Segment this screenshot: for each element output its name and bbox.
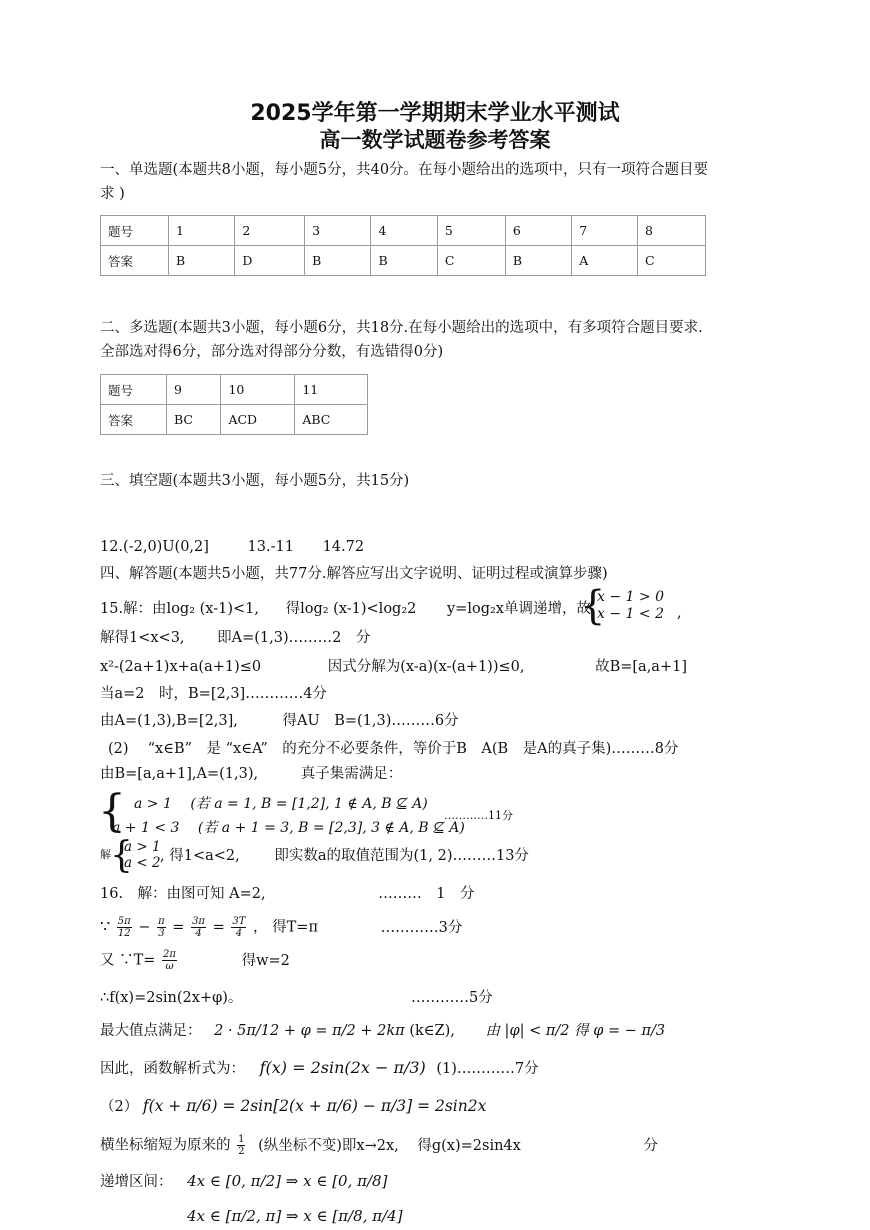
table-cell: 5 <box>437 216 505 246</box>
fraction <box>231 916 246 939</box>
left-brace-icon: { <box>110 835 133 876</box>
q16-step: ， 得T=π <box>253 919 318 936</box>
q15-line-4: 当a=2 时，B=[2,3]…………4分 <box>100 686 327 702</box>
q16-line-4 <box>100 988 493 1008</box>
q15-line-7 <box>100 764 402 784</box>
q15-system-line: x − 1 < 2 <box>597 606 664 622</box>
q15-system-comma: , <box>677 605 682 621</box>
q15-step: y=log₂x单调递增，故 <box>446 601 591 617</box>
left-brace-icon: { <box>98 786 126 837</box>
q16-line-9 <box>100 1171 387 1192</box>
q15-condition-line: a + 1 < 3 (若 a + 1 = 3, B = [2,3], 3 ∉ A, B ⊈ A) <box>112 820 465 836</box>
q16-step: （2） <box>100 1099 139 1115</box>
q15-step: 由A=(1,3),B=[2,3], <box>100 713 238 729</box>
table-cell: A <box>572 246 638 276</box>
q15-step: 因式分解为(x-a)(x-(a+1))≤0, <box>327 659 525 675</box>
q15-step: 得AU B=(1,3)………6分 <box>282 713 459 729</box>
q16-line-5 <box>100 1021 665 1041</box>
table-cell: 4 <box>371 216 437 246</box>
q16-step: (k∈Z), <box>409 1023 455 1039</box>
denominator: 2 <box>238 1146 245 1157</box>
numerator: 3T <box>232 916 246 927</box>
numerator: 2π <box>163 949 176 960</box>
fraction <box>117 916 132 939</box>
q16-line-10: 4x ∈ [π/2, π] ⇒ x ∈ [π/8, π/4] <box>187 1207 403 1225</box>
table-row-label: 答案 <box>101 405 167 435</box>
q16-step: 最大值点满足： <box>100 1023 202 1039</box>
q16-step: 又 ∵T= <box>100 952 156 969</box>
table-cell: 6 <box>505 216 571 246</box>
q16-score: …………3分 <box>380 919 463 936</box>
denominator: 4 <box>235 928 243 939</box>
q16-score: (1)…………7分 <box>436 1061 539 1077</box>
table-row <box>101 405 368 435</box>
table-cell: B <box>169 246 235 276</box>
q15-line-5 <box>100 711 459 731</box>
q16-formula: f(x) = 2sin(2x − π/3) <box>259 1058 426 1077</box>
q16-formula: 4x ∈ [0, π/2] ⇒ x ∈ [0, π/8] <box>187 1172 388 1190</box>
q16-line-8 <box>100 1134 658 1157</box>
table-row-label: 题号 <box>101 375 167 405</box>
q16-step: ∴f(x)=2sin(2x+φ)。 <box>100 990 243 1006</box>
q16-line-7 <box>100 1096 486 1117</box>
q16-step: (纵坐标不变)即x→2x, <box>258 1137 399 1154</box>
q15-step: , 得1<a<2, <box>160 848 240 864</box>
q15-solve-line: a > 1 <box>124 839 161 855</box>
table-cell: B <box>505 246 571 276</box>
denominator: 3 <box>158 928 165 939</box>
table-row <box>101 246 706 276</box>
q16-line-1 <box>100 884 474 904</box>
section1-heading-cont: 求 ) <box>100 186 125 202</box>
q16-step: 递增区间： <box>100 1174 173 1190</box>
q15-line-8 <box>160 846 529 866</box>
q15-step: 15.解：由log₂ (x-1)<1, <box>100 601 259 617</box>
minus-sign: − <box>138 919 151 936</box>
table-cell: C <box>638 246 706 276</box>
q15-line-1 <box>100 599 591 619</box>
table-cell: ACD <box>221 405 295 435</box>
denominator: ω <box>165 961 174 972</box>
q15-system-line: x − 1 > 0 <box>597 589 664 605</box>
numerator: 3π <box>192 916 205 927</box>
section4-heading: 四、解答题(本题共5小题，共77分.解答应写出文字说明、证明过程或演算步骤) <box>100 566 608 582</box>
table-cell: 11 <box>295 375 368 405</box>
q16-step: 得g(x)=2sin4x <box>417 1137 521 1154</box>
fraction <box>162 949 177 972</box>
q16-step: 横坐标缩短为原来的 <box>100 1137 231 1154</box>
table-cell: ABC <box>295 405 368 435</box>
denominator: 4 <box>195 928 202 939</box>
table-cell: 10 <box>221 375 295 405</box>
table-cell: BC <box>167 405 221 435</box>
table-row <box>101 375 368 405</box>
table-cell: 7 <box>572 216 638 246</box>
equals-sign: = <box>212 919 225 936</box>
q15-step: 由B=[a,a+1],A=(1,3), <box>100 766 259 782</box>
table-row-label: 答案 <box>101 246 169 276</box>
q16-line-6 <box>100 1058 539 1079</box>
q16-step: 因此，函数解析式为： <box>100 1061 245 1077</box>
fraction <box>157 916 166 939</box>
q16-score: 分 <box>643 1137 658 1154</box>
q16-line-2 <box>100 916 462 939</box>
single-choice-answer-table <box>100 215 706 276</box>
fraction <box>237 1134 245 1157</box>
fill-blank-answers <box>100 537 364 557</box>
q15-step: 解得1<x<3, <box>100 630 185 646</box>
table-row-label: 题号 <box>101 216 169 246</box>
q15-step: 即实数a的取值范围为(1, 2)………13分 <box>274 848 529 864</box>
table-cell: 2 <box>235 216 305 246</box>
q15-step: 得log₂ (x-1)<log₂2 <box>285 601 417 617</box>
answer-13: 13.-11 <box>247 539 294 555</box>
q16-step: 得w=2 <box>241 952 290 969</box>
left-brace-icon: { <box>580 583 606 629</box>
section1-heading: 一、单选题(本题共8小题，每小题5分，共40分。在每小题给出的选项中，只有一项符合题目要 <box>100 162 709 178</box>
table-cell: 9 <box>167 375 221 405</box>
denominator: 12 <box>117 928 131 939</box>
q15-solve-line: a < 2 <box>124 855 161 871</box>
q15-score: …………11分 <box>444 809 513 822</box>
because-symbol: ∵ <box>100 916 111 936</box>
table-cell: D <box>235 246 305 276</box>
multi-choice-answer-table <box>100 374 368 435</box>
table-cell: 3 <box>305 216 371 246</box>
q16-score: …………5分 <box>411 990 493 1006</box>
q15-step: 故B=[a,a+1] <box>595 659 687 675</box>
equals-sign: = <box>172 919 185 936</box>
q15-step: 即A=(1,3)………2 分 <box>217 630 371 646</box>
fraction <box>191 916 206 939</box>
q16-formula: 由 |φ| < π/2 得 φ = − π/3 <box>485 1023 666 1039</box>
q15-step: 真子集需满足： <box>300 766 403 782</box>
table-cell: B <box>305 246 371 276</box>
table-cell: B <box>371 246 437 276</box>
q16-score: ……… 1 分 <box>378 886 475 902</box>
section2-heading: 二、多选题(本题共3小题，每小题6分，共18分.在每小题给出的选项中，有多项符合题目要求. <box>100 320 703 336</box>
q15-step: x²-(2a+1)x+a(a+1)≤0 <box>100 659 262 675</box>
q16-formula: f(x + π/6) = 2sin[2(x + π/6) − π/3] = 2sin2x <box>142 1097 487 1115</box>
q15-condition-line: a > 1 (若 a = 1, B = [1,2], 1 ∉ A, B ⊈ A) <box>134 796 428 812</box>
page-subtitle: 高一数学试题卷参考答案 <box>319 128 551 152</box>
q15-solve-label: 解 <box>100 848 111 861</box>
answer-12: 12.(-2,0)U(0,2] <box>100 539 209 555</box>
answer-14: 14.72 <box>322 539 365 555</box>
q16-step: 16. 解：由图可知 A=2, <box>100 886 266 902</box>
q15-line-3 <box>100 657 687 677</box>
numerator: π <box>158 916 165 927</box>
section2-heading-cont: 全部选对得6分，部分选对得部分分数，有选错得0分) <box>100 344 444 360</box>
table-cell: 8 <box>638 216 706 246</box>
page-title: 2025学年第一学期期末学业水平测试 <box>250 101 620 126</box>
table-row <box>101 216 706 246</box>
q16-formula: 2 · 5π/12 + φ = π/2 + 2kπ <box>214 1023 405 1039</box>
numerator: 1 <box>238 1134 245 1145</box>
q15-line-2 <box>100 628 370 648</box>
q16-line-3 <box>100 949 290 972</box>
numerator: 5π <box>117 916 131 927</box>
q15-line-6: (2) “x∈B” 是 “x∈A” 的充分不必要条件，等价于B A(B 是A的真子集)………8分 <box>108 741 679 757</box>
table-cell: C <box>437 246 505 276</box>
table-cell: 1 <box>169 216 235 246</box>
section3-heading: 三、填空题(本题共3小题，每小题5分，共15分) <box>100 473 410 489</box>
